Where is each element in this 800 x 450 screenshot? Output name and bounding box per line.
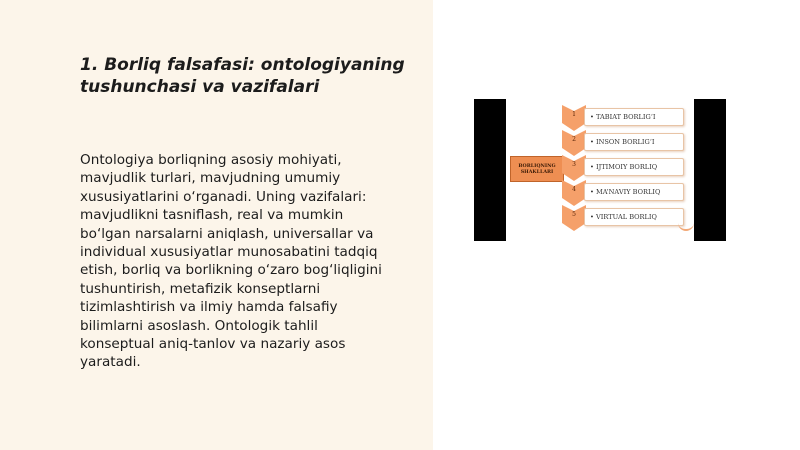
item-number: 3 [572,161,576,168]
body-line: mavjudlik turlari, mavjudning umumiy [80,170,341,187]
slide-title [80,54,410,98]
item-label: • IJTIMOIY BORLIQ [590,163,658,171]
center-label-line: BORLIQNING [518,163,556,169]
right-black-bar [694,99,726,241]
body-line: bilimlarni asoslash. Ontologik tahlil [80,317,318,334]
body-paragraph [80,151,416,372]
diagram-image [474,99,726,241]
title-line: 1. Borliq falsafasi: ontologiyaning [80,55,405,75]
item-label-box [584,108,684,126]
left-black-bar [474,99,506,241]
body-line: tizimlashtirish va ilmiy hamda falsafiy [80,299,338,316]
item-number: 2 [572,136,576,143]
item-label-box [584,183,684,201]
center-box [510,156,564,182]
body-line: Ontologiya borliqning asosiy mohiyati, [80,152,342,168]
item-number: 4 [572,186,576,193]
chevron-arrow-icon [562,105,586,131]
body-line: mavjudlikni tasniflash, real va mumkin [80,207,344,224]
item-label-box [584,158,684,176]
body-line: individual xususiyatlar munosabatini tadqiq [80,244,378,261]
center-label-line: SHAKLLARI [520,169,554,175]
body-line: bo‘lgan narsalarni aniqlash, universallar va [80,225,374,242]
body-line: xususiyatlarini o‘rganadi. Uning vazifalari: [80,188,367,205]
item-label-box [584,208,684,226]
diagram-item [562,205,686,231]
diagram-item [562,155,686,181]
chevron-arrow-icon [562,130,586,156]
item-label: • MA’NAVIY BORLIQ [590,188,661,196]
item-number: 5 [572,211,576,218]
diagram-item [562,130,686,156]
diagram-item [562,180,686,206]
chevron-arrow-icon [562,205,586,231]
item-label: • VIRTUAL BORLIQ [590,213,657,221]
body-line: etish, borliq va borlikning o‘zaro bog‘liqligini [80,262,382,279]
body-line: yaratadi. [80,354,141,371]
diagram-item [562,105,686,131]
item-label-box [584,133,684,151]
chevron-arrow-icon [562,180,586,206]
chevron-arrow-icon [562,155,586,181]
body-line: konseptual aniq-tanlov va nazariy asos [80,336,346,353]
title-line: tushunchasi va vazifalari [80,77,320,97]
item-label: • TABIAT BORLIG‘I [590,113,656,121]
item-label: • INSON BORLIG‘I [590,138,655,146]
item-number: 1 [572,111,576,118]
body-line: tushuntirish, metafizik konseptlarni [80,280,321,297]
